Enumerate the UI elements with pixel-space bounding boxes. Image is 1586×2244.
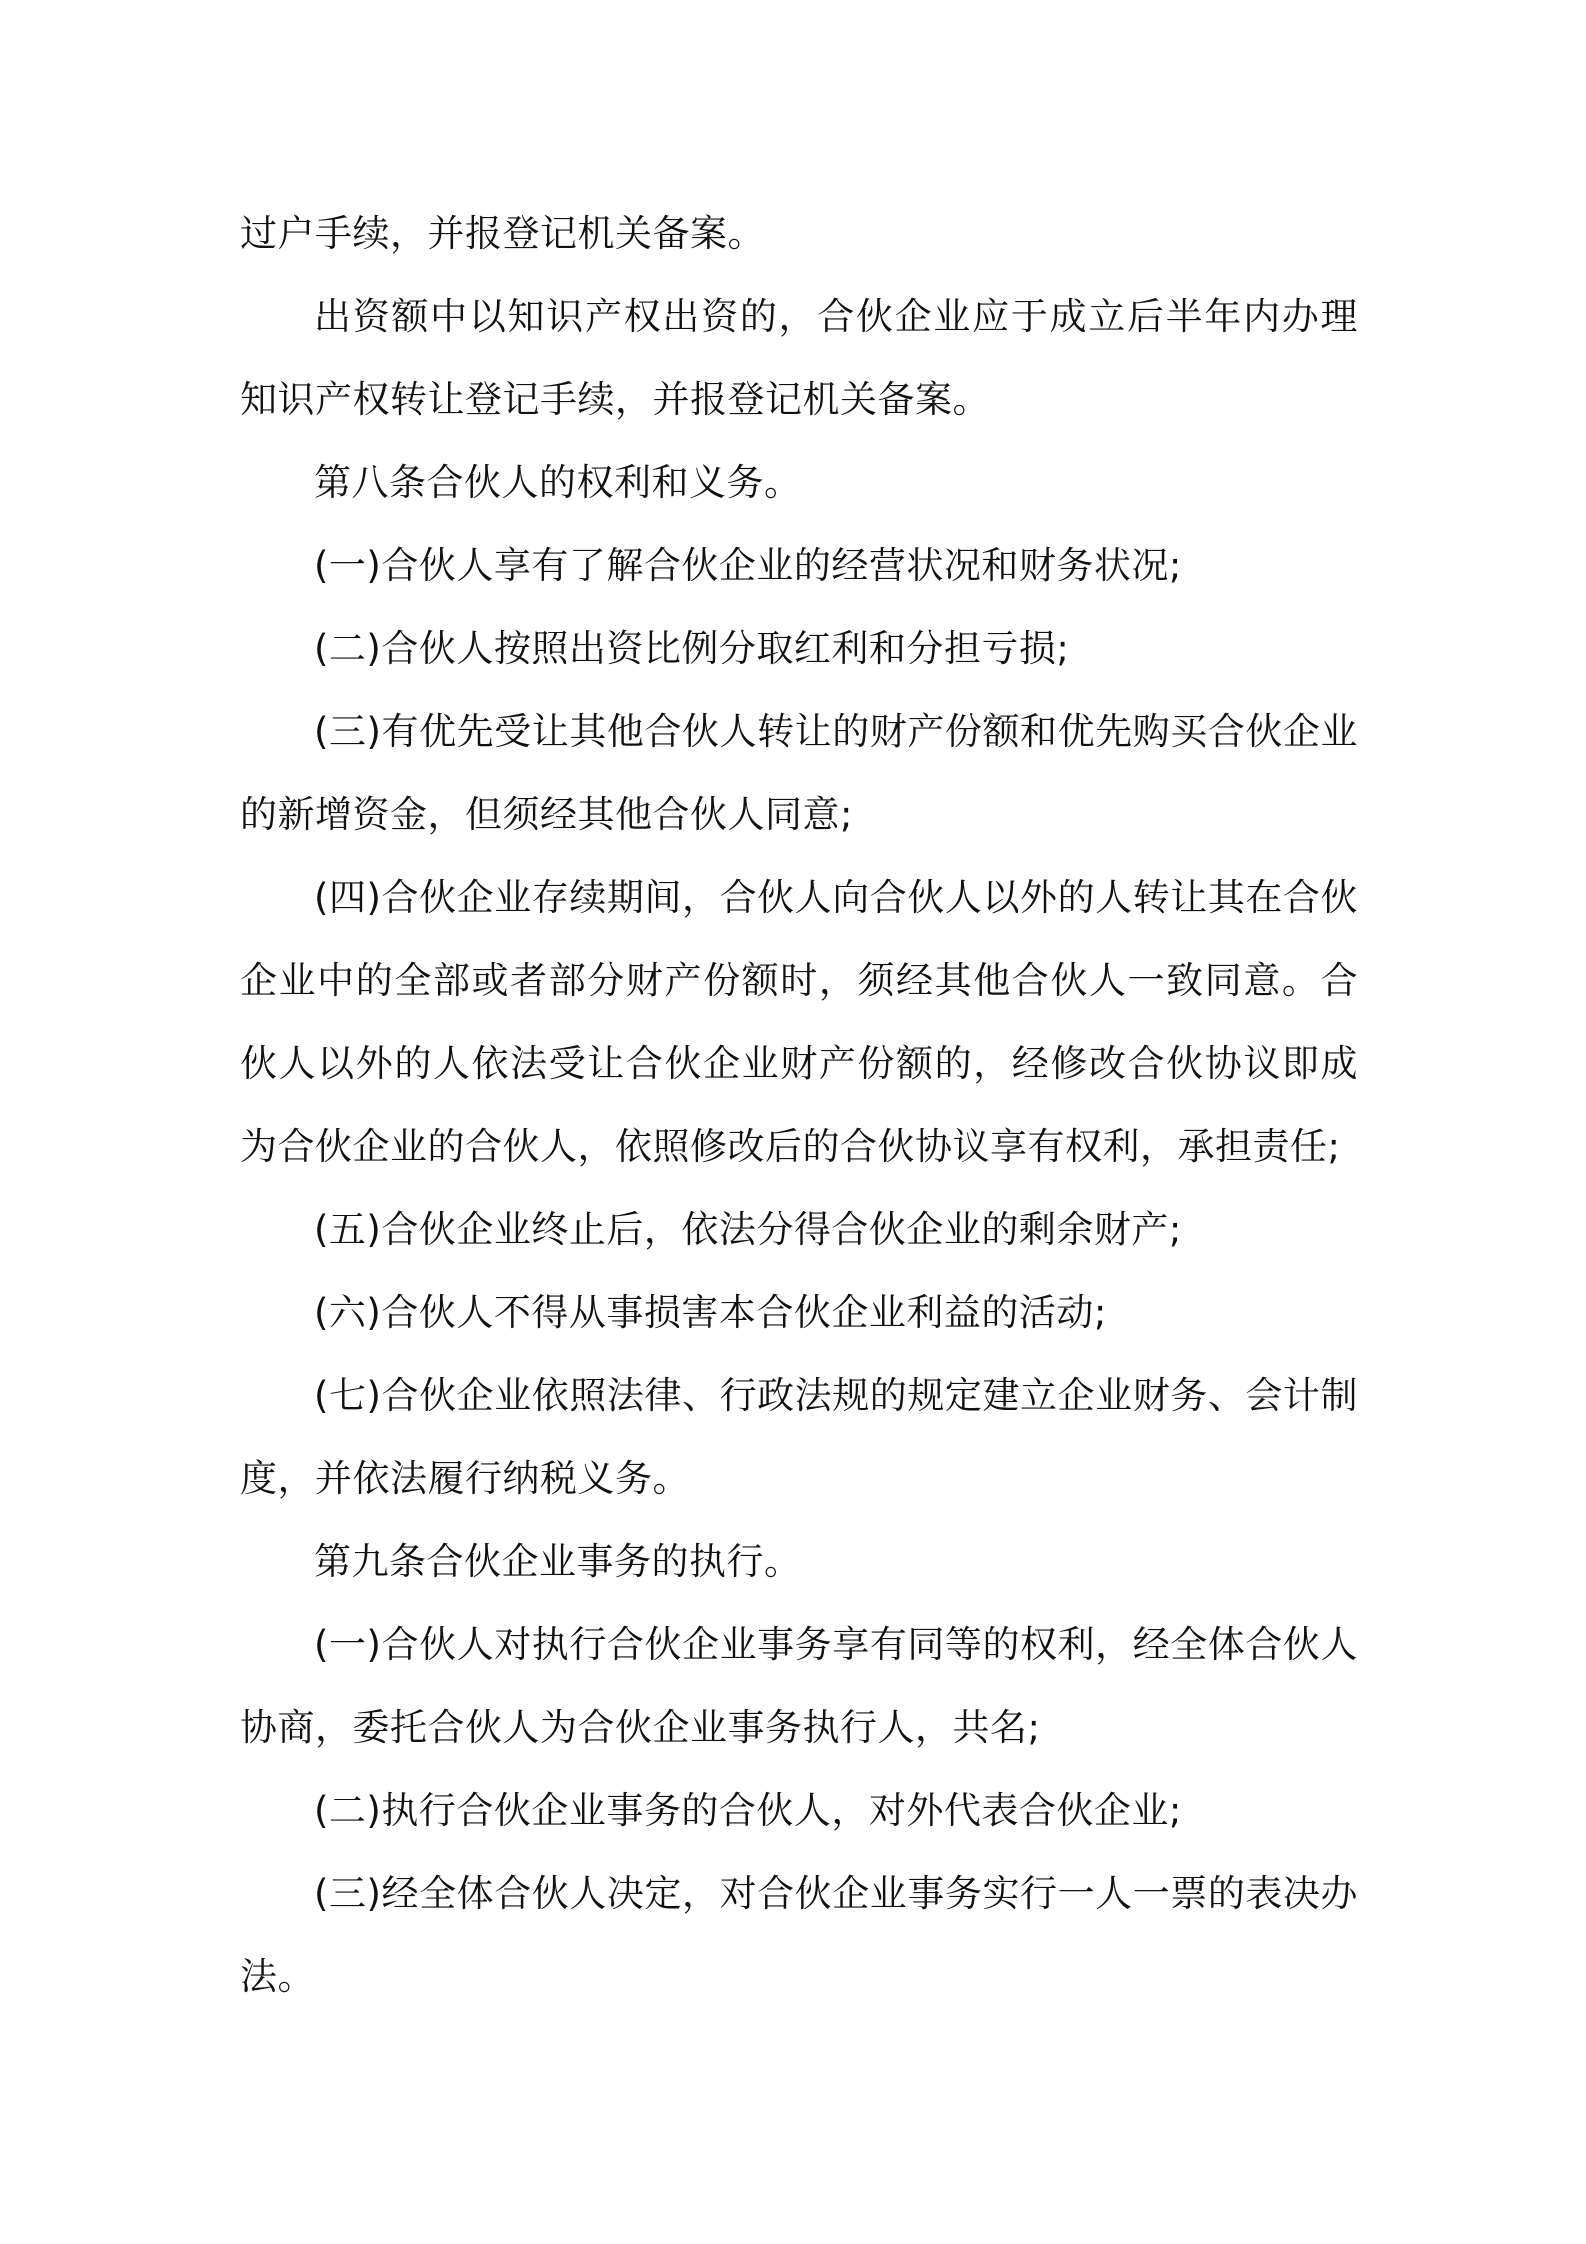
- document-body: [240, 192, 1358, 2018]
- article-8-item-6: (六)合伙人不得从事损害本合伙企业利益的活动;: [314, 1291, 1107, 1334]
- article-8-item-3: (三)有优先受让其他合伙人转让的财产份额和优先购买合伙企业的新增资金，但须经其他合伙人同意;: [240, 710, 1358, 836]
- article-8-item-2: (二)合伙人按照出资比例分取红利和分担亏损;: [314, 627, 1070, 670]
- article-9-item-1: (一)合伙人对执行合伙企业事务享有同等的权利，经全体合伙人协商，委托合伙人为合伙企业事务执行人，共名;: [240, 1623, 1358, 1749]
- article-9-item-3: (三)经全体合伙人决定，对合伙企业事务实行一人一票的表决办法。: [240, 1872, 1358, 1998]
- article-8-item-1: (一)合伙人享有了解合伙企业的经营状况和财务状况;: [314, 544, 1182, 587]
- article-9-heading: 第九条合伙企业事务的执行。: [314, 1540, 802, 1583]
- article-8-item-7: (七)合伙企业依照法律、行政法规的规定建立企业财务、会计制度，并依法履行纳税义务。: [240, 1374, 1358, 1500]
- article-8-heading: 第八条合伙人的权利和义务。: [314, 461, 802, 504]
- article-8-item-5: (五)合伙企业终止后，依法分得合伙企业的剩余财产;: [314, 1208, 1182, 1251]
- paragraph-continuation: 过户手续，并报登记机关备案。: [240, 212, 765, 255]
- article-9-item-2: (二)执行合伙企业事务的合伙人，对外代表合伙企业;: [314, 1789, 1182, 1832]
- article-8-item-4: (四)合伙企业存续期间，合伙人向合伙人以外的人转让其在合伙企业中的全部或者部分财产份额时，须经其他合伙人一致同意。合伙人以外的人依法受让合伙企业财产份额的，经修改合伙协议即成为合伙企业的合伙人，依照修改后的合伙协议享有权利，承担责任;: [240, 876, 1358, 1168]
- paragraph-ip-contribution: 出资额中以知识产权出资的，合伙企业应于成立后半年内办理知识产权转让登记手续，并报登记机关备案。: [240, 295, 1358, 421]
